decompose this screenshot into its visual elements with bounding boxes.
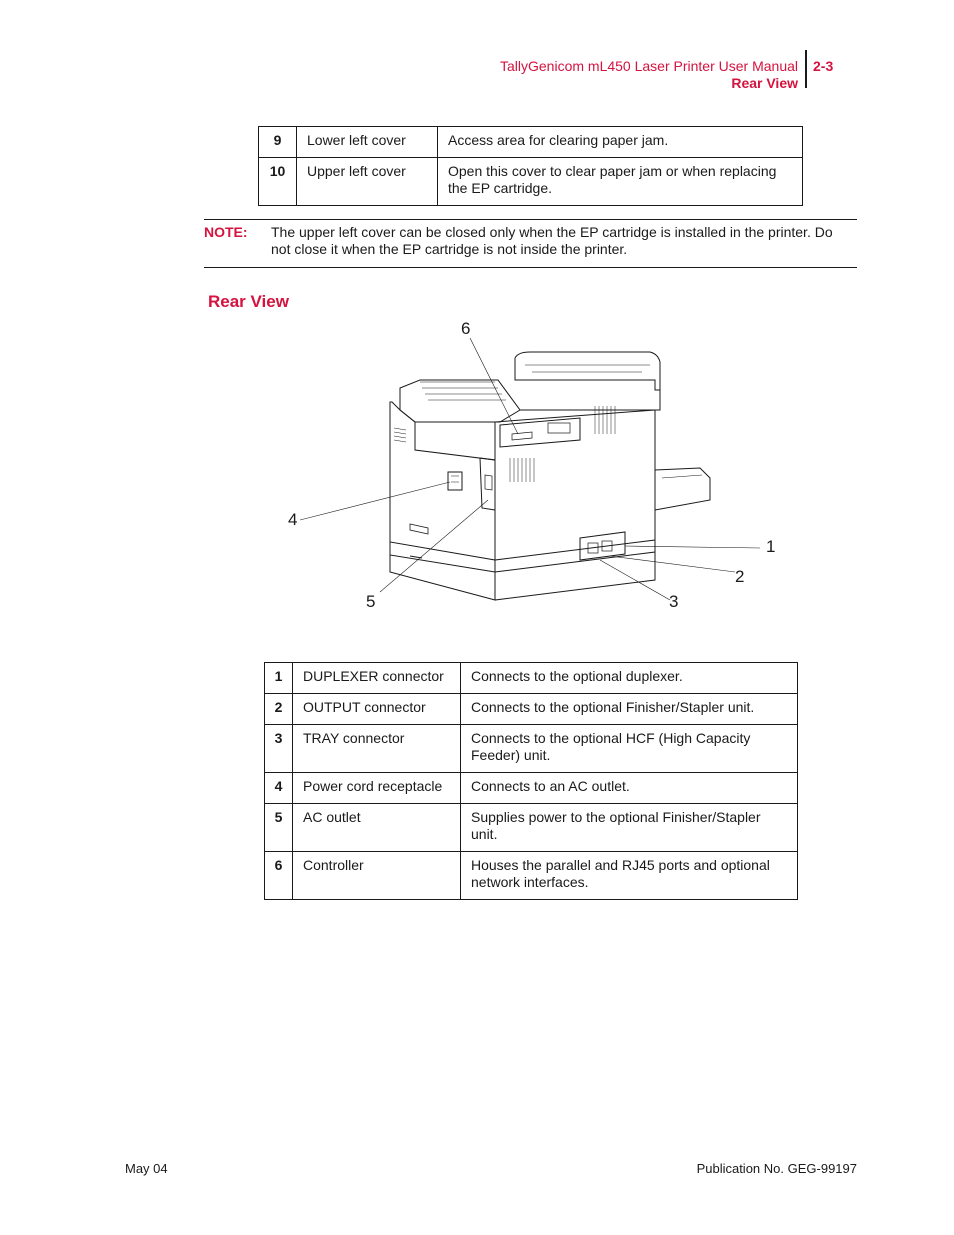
item-number: 4 (265, 773, 293, 804)
note-text: The upper left cover can be closed only when the EP cartridge is installed in the printer. Do not close it when the EP cartridge is not inside the printer. (271, 224, 833, 257)
table-row (265, 694, 798, 725)
item-description: Open this cover to clear paper jam or when replacing the EP cartridge. (438, 158, 803, 206)
item-name: AC outlet (293, 804, 461, 852)
table-row (259, 158, 803, 206)
table-row (259, 127, 803, 158)
item-number: 5 (265, 804, 293, 852)
printer-line-drawing (270, 310, 810, 620)
item-name: Upper left cover (297, 158, 438, 206)
note-label: NOTE: (204, 224, 248, 240)
callout-label: 4 (288, 510, 298, 529)
item-number: 1 (265, 663, 293, 694)
page-number: 2-3 (813, 58, 834, 74)
callout-label: 2 (735, 567, 745, 586)
item-description: Connects to the optional HCF (High Capacity Feeder) unit. (461, 725, 798, 773)
item-number: 3 (265, 725, 293, 773)
callout-label: 5 (366, 592, 376, 611)
footer-date: May 04 (125, 1161, 168, 1176)
footer-publication-number: Publication No. GEG-99197 (696, 1161, 857, 1176)
item-name: OUTPUT connector (293, 694, 461, 725)
parts-table-continued (258, 126, 803, 206)
item-number: 9 (259, 127, 297, 158)
section-heading: Rear View (208, 292, 289, 311)
table-row (265, 725, 798, 773)
item-description: Connects to the optional duplexer. (461, 663, 798, 694)
callout-label: 6 (461, 319, 471, 338)
item-description: Houses the parallel and RJ45 ports and optional network interfaces. (461, 852, 798, 900)
callout-label: 3 (669, 592, 679, 611)
printer-rear-view-figure (270, 310, 810, 620)
item-number: 2 (265, 694, 293, 725)
item-description: Connects to an AC outlet. (461, 773, 798, 804)
rear-view-parts-table (264, 662, 798, 900)
table-row (265, 852, 798, 900)
header-divider (805, 50, 807, 88)
table-row (265, 804, 798, 852)
item-description: Supplies power to the optional Finisher/Stapler unit. (461, 804, 798, 852)
item-name: DUPLEXER connector (293, 663, 461, 694)
callout-label: 1 (766, 537, 776, 556)
item-description: Access area for clearing paper jam. (438, 127, 803, 158)
item-number: 10 (259, 158, 297, 206)
running-header (500, 58, 798, 92)
item-name: Controller (293, 852, 461, 900)
item-name: Power cord receptacle (293, 773, 461, 804)
item-number: 6 (265, 852, 293, 900)
table-row (265, 663, 798, 694)
manual-title: TallyGenicom mL450 Laser Printer User Manual (499, 58, 798, 74)
note-box (204, 219, 857, 268)
header-section-name: Rear View (731, 75, 798, 91)
item-name: TRAY connector (293, 725, 461, 773)
table-row (265, 773, 798, 804)
item-name: Lower left cover (297, 127, 438, 158)
item-description: Connects to the optional Finisher/Stapler unit. (461, 694, 798, 725)
